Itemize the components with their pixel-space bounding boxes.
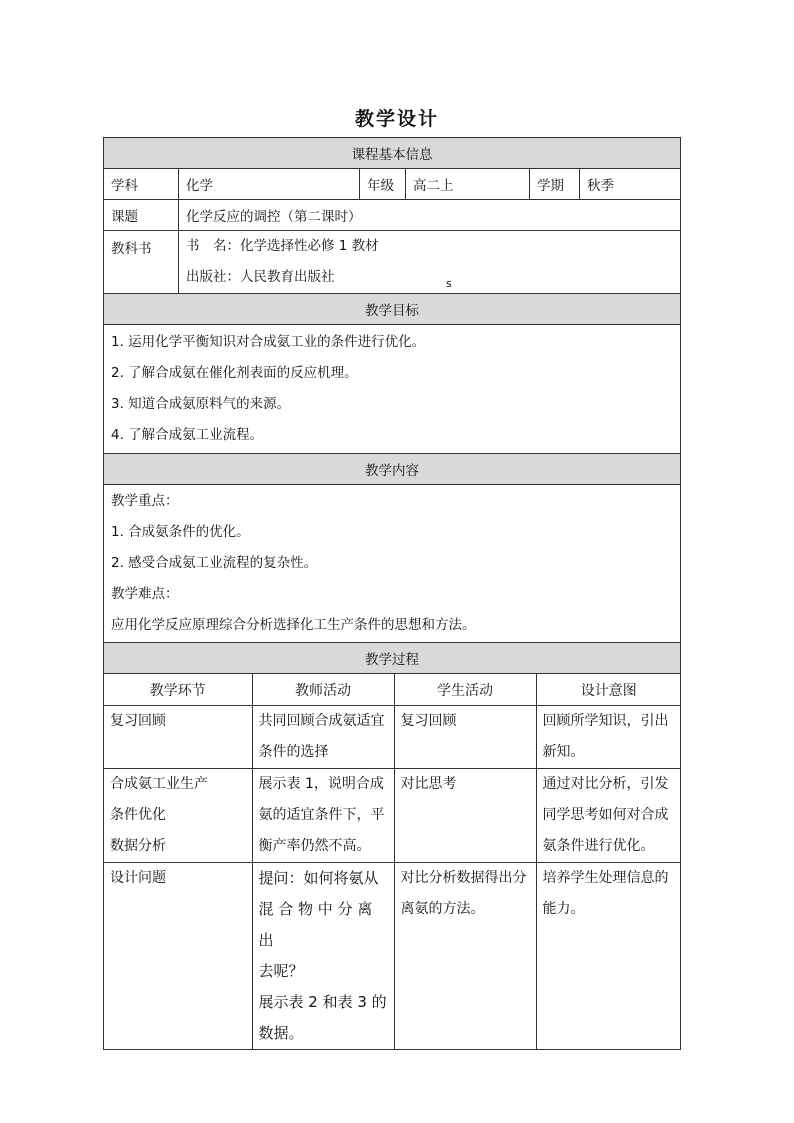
topic-value: 化学反应的调控（第二课时） <box>179 200 681 231</box>
publisher: 出版社：人民教育出版社 <box>186 269 335 285</box>
cell-line: 同学思考如何对合成 <box>542 807 669 823</box>
goal-item: 1. 运用化学平衡知识对合成氨工业的条件进行优化。 <box>111 334 426 350</box>
cell-line: 能力。 <box>542 901 585 917</box>
section-header-process: 教学过程 <box>104 643 681 674</box>
cell-line: 展示表 2 和表 3 的 <box>258 993 387 1011</box>
stage-cell <box>104 769 252 863</box>
key-point-item: 2. 感受合成氨工业流程的复杂性。 <box>111 555 318 571</box>
intent-cell <box>536 769 681 863</box>
stage-cell <box>104 863 252 1050</box>
content-body <box>104 485 681 643</box>
lesson-plan-table <box>103 137 681 1050</box>
cell-line: 复习回顾 <box>110 713 166 729</box>
page-title: 教学设计 <box>354 108 439 130</box>
cell-line: 条件优化 <box>110 807 166 823</box>
table-row <box>104 706 681 769</box>
difficulty-text: 应用化学反应原理综合分析选择化工生产条件的思想和方法。 <box>111 617 476 633</box>
teacher-cell <box>252 706 394 769</box>
cell-line: 设计问题 <box>110 870 166 886</box>
cell-line: 提问：如何将氨从 <box>258 869 379 887</box>
cell-line: 数据分析 <box>110 838 166 854</box>
stage-cell <box>104 706 252 769</box>
section-header-basic: 课程基本信息 <box>104 138 681 169</box>
cell-line: 对比思考 <box>400 776 457 792</box>
textbook-info <box>179 231 681 294</box>
table-row <box>104 769 681 863</box>
column-header-intent: 设计意图 <box>536 674 681 706</box>
cell-line: 数据。 <box>258 1024 304 1042</box>
grade-label: 年级 <box>360 169 406 200</box>
intent-cell <box>536 706 681 769</box>
cell-line: 条件的选择 <box>258 744 329 760</box>
cell-line: 去呢？ <box>258 962 304 980</box>
key-points-label: 教学重点： <box>111 493 179 509</box>
cell-line: 混 合 物 中 分 离 出 <box>258 900 373 949</box>
book-name: 书 名：化学选择性必修 1 教材 <box>186 238 379 254</box>
topic-label: 课题 <box>104 200 179 231</box>
student-cell <box>394 863 536 1050</box>
cell-line: 新知。 <box>542 744 585 760</box>
intent-cell <box>536 863 681 1050</box>
cell-line: 合成氨工业生产 <box>110 776 208 792</box>
teacher-cell <box>252 769 394 863</box>
teacher-cell <box>252 863 394 1050</box>
term-label: 学期 <box>530 169 580 200</box>
term-value: 秋季 <box>580 169 681 200</box>
cell-line: 通过对比分析，引发 <box>542 776 669 792</box>
process-container <box>104 674 681 1050</box>
column-header-teacher: 教师活动 <box>252 674 394 706</box>
goal-item: 4. 了解合成氨工业流程。 <box>111 427 264 443</box>
cell-line: 对比分析数据得出分 <box>400 870 527 886</box>
cell-line: 展示表 1，说明合成 <box>258 776 384 792</box>
student-cell <box>394 769 536 863</box>
cell-line: 氨的适宜条件下，平 <box>258 807 385 823</box>
subject-label: 学科 <box>104 169 179 200</box>
textbook-label: 教科书 <box>104 231 179 294</box>
cell-line: 氨条件进行优化。 <box>542 838 655 854</box>
difficulty-label: 教学难点： <box>111 586 179 602</box>
column-header-stage: 教学环节 <box>104 674 252 706</box>
goals-list <box>104 325 681 454</box>
cell-line: 共同回顾合成氨适宜 <box>258 713 385 729</box>
grade-value: 高二上 <box>406 169 530 200</box>
stray-mark: s <box>446 277 452 290</box>
section-header-content: 教学内容 <box>104 454 681 485</box>
key-point-item: 1. 合成氨条件的优化。 <box>111 524 250 540</box>
cell-line: 培养学生处理信息的 <box>542 870 669 886</box>
subject-value: 化学 <box>179 169 360 200</box>
section-header-goals: 教学目标 <box>104 294 681 325</box>
table-row <box>104 863 681 1050</box>
cell-line: 复习回顾 <box>400 713 457 729</box>
goal-item: 3. 知道合成氨原料气的来源。 <box>111 396 291 412</box>
cell-line: 离氨的方法。 <box>400 901 485 917</box>
cell-line: 回顾所学知识，引出 <box>542 713 669 729</box>
goal-item: 2. 了解合成氨在催化剂表面的反应机理。 <box>111 365 358 381</box>
column-header-student: 学生活动 <box>394 674 536 706</box>
cell-line: 衡产率仍然不高。 <box>258 838 371 854</box>
student-cell <box>394 706 536 769</box>
process-table <box>104 674 681 1049</box>
